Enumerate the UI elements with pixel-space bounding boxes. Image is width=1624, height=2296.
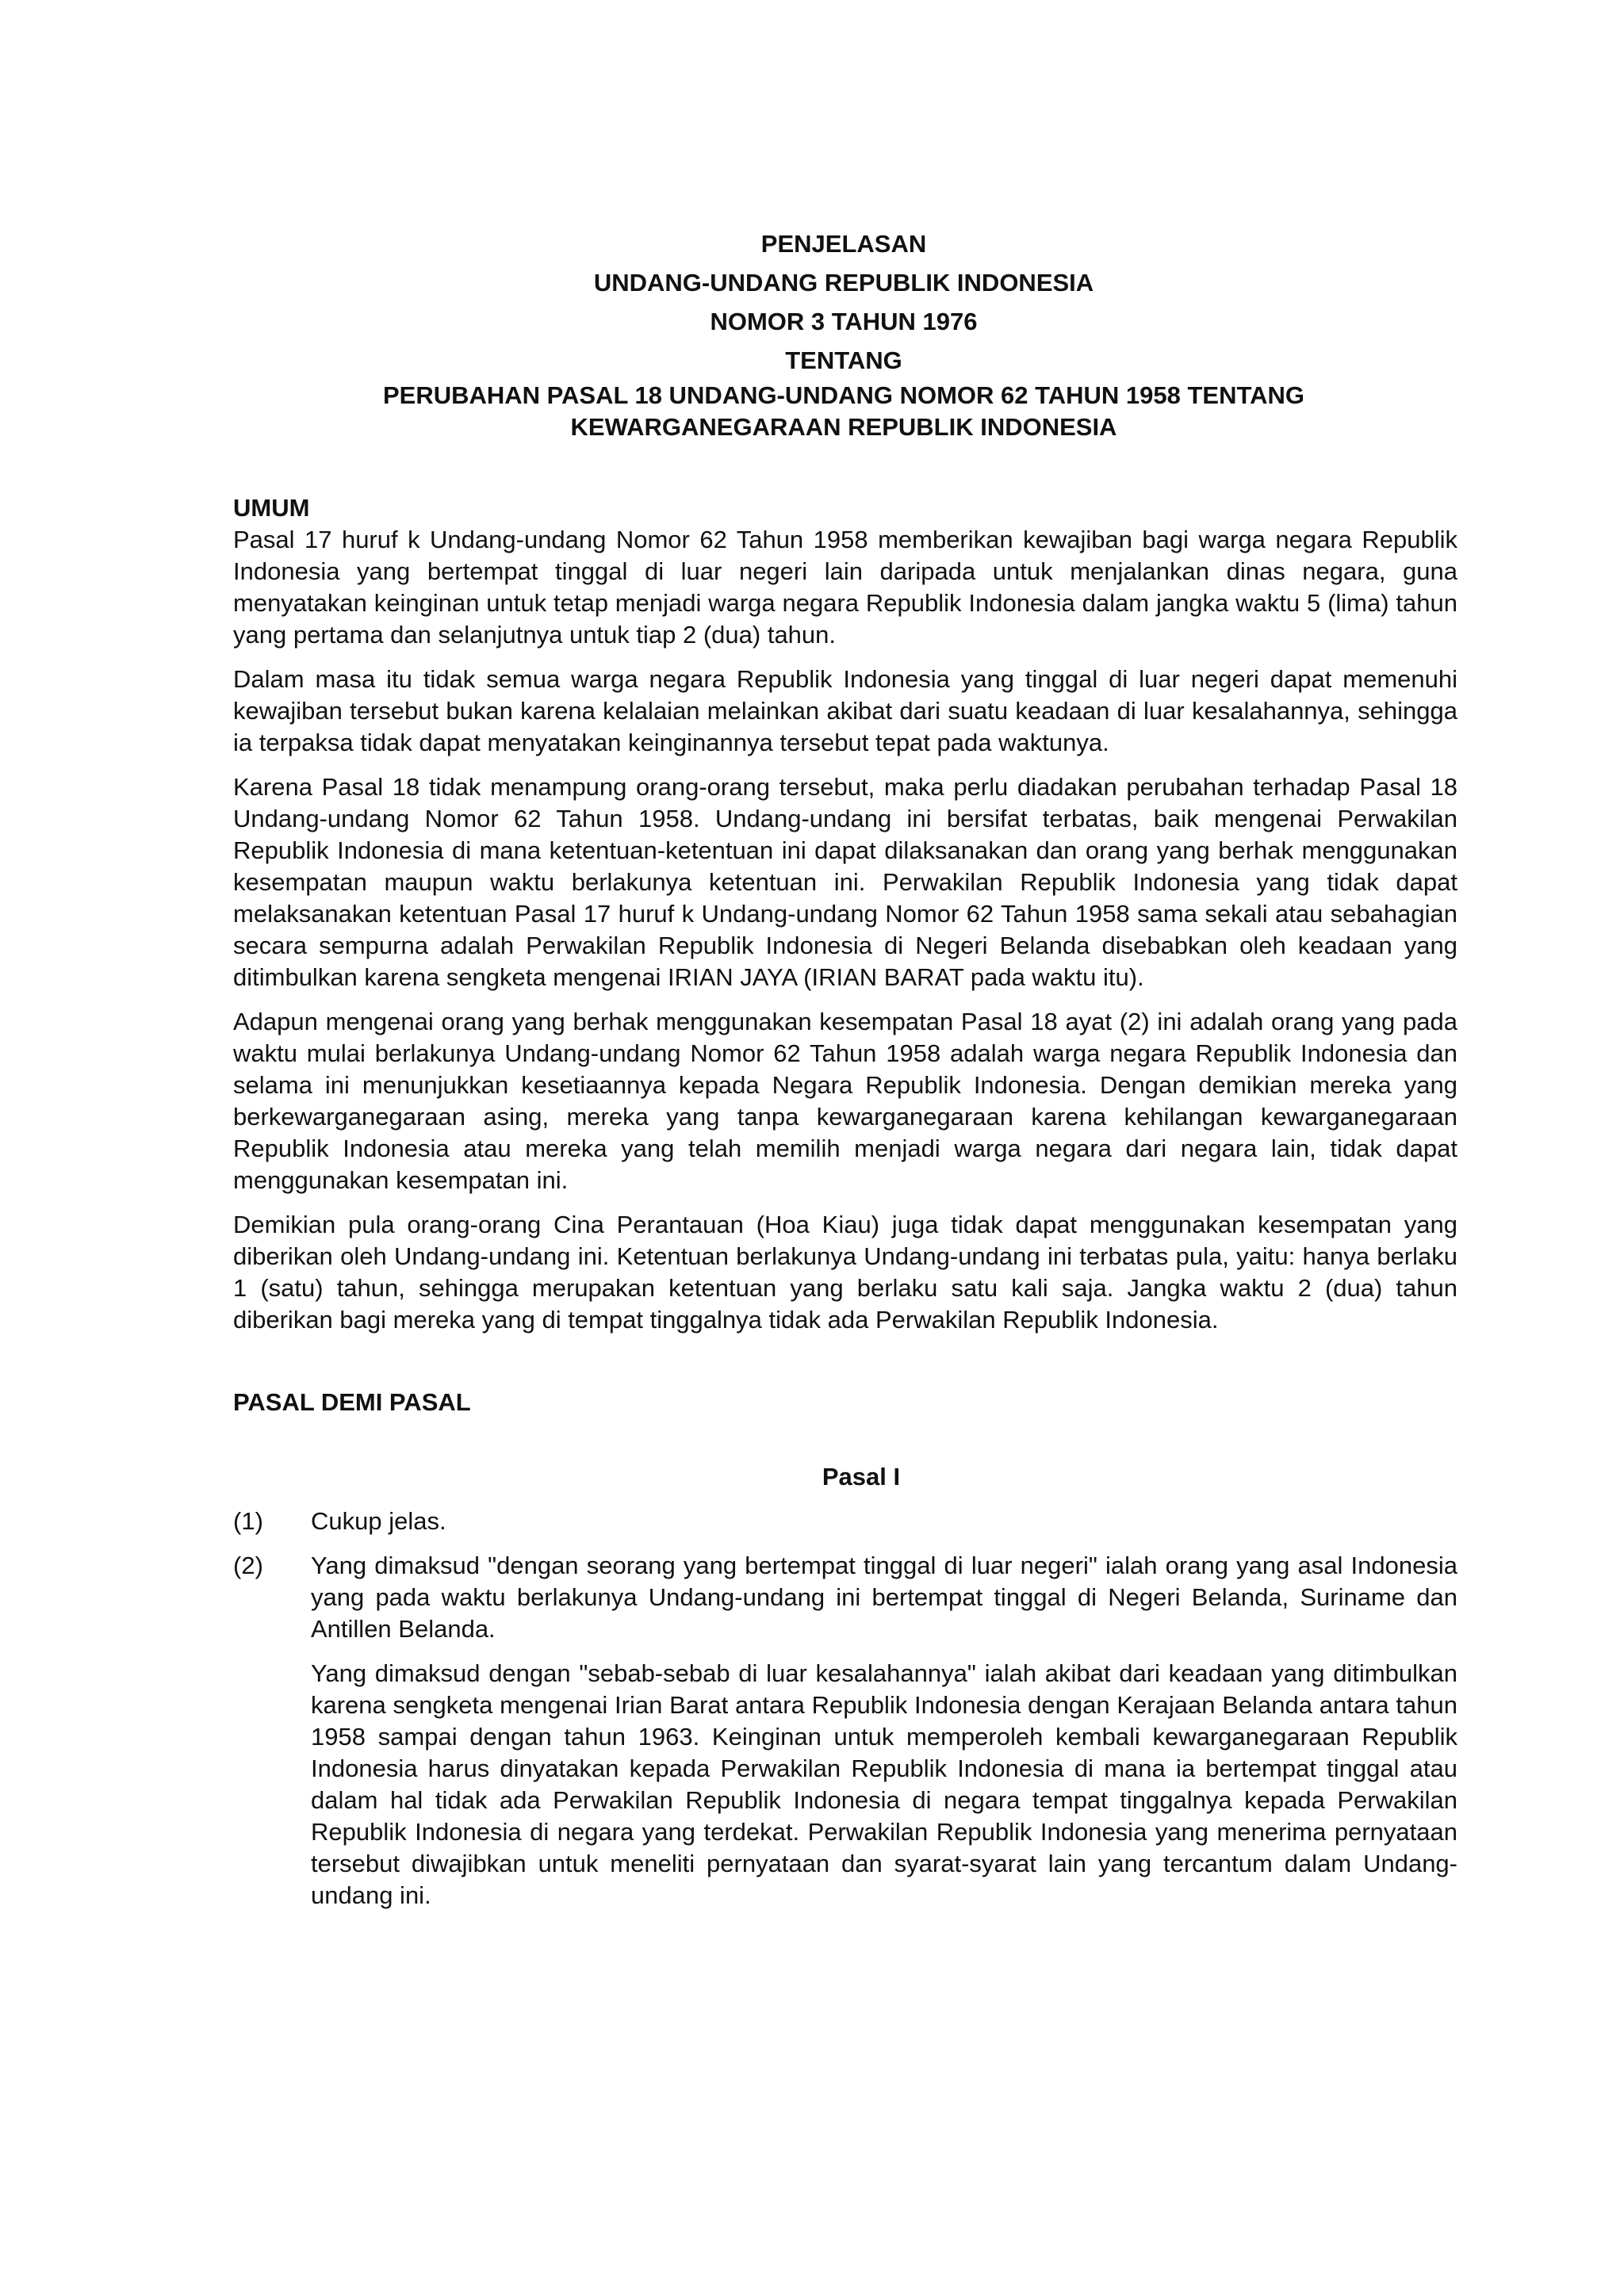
- item-text: Yang dimaksud "dengan seorang yang bertempat tinggal di luar negeri" ialah orang yang asal Indonesia yang pada waktu berlakunya Undang-undang ini bertempat tinggal di Negeri Belanda, Suriname dan Antillen Belanda.: [311, 1552, 1457, 1643]
- title-line-perubahan: PERUBAHAN PASAL 18 UNDANG-UNDANG NOMOR 62 TAHUN 1958 TENTANG: [382, 381, 1305, 409]
- title-line-kewarganegaraan: KEWARGANEGARAAN REPUBLIK INDONESIA: [570, 413, 1117, 441]
- umum-paragraph-5: Demikian pula orang-orang Cina Perantauan (Hoa Kiau) juga tidak dapat menggunakan kesempatan yang diberikan oleh Undang-undang ini. Ketentuan berlakunya Undang-undang ini terbatas pula, yaitu: hanya berlaku 1 (satu) tahun, sehingga merupakan ketentuan yang berlaku satu kali saja. Jangka waktu 2 (dua) tahun diberikan bagi mereka yang di tempat tinggalnya tidak ada Perwakilan Republik Indonesia.: [233, 1211, 1457, 1334]
- item-subtext: Yang dimaksud dengan "sebab-sebab di luar kesalahannya" ialah akibat dari keadaan yang ditimbulkan karena sengketa mengenai Irian Barat antara Republik Indonesia dengan Kerajaan Belanda antara tahun 1958 sampai dengan tahun 1963. Keinginan untuk memperoleh kembali kewarganegaraan Republik Indonesia harus dinyatakan kepada Perwakilan Republik Indonesia di mana ia bertempat tinggal atau dalam hal tidak ada Perwakilan Republik Indonesia di negara tempat tinggalnya kepada Perwakilan Republik Indonesia di negara yang terdekat. Perwakilan Republik Indonesia yang menerima pernyataan tersebut diwajibkan untuk meneliti pernyataan dan syarat-syarat lain yang tercantum dalam Undang-undang ini.: [311, 1659, 1457, 1909]
- pasal-title: Pasal I: [822, 1463, 901, 1490]
- document-title-block: [232, 224, 1456, 443]
- list-item: [233, 1550, 1457, 1645]
- list-item: [233, 1506, 1457, 1537]
- umum-paragraph-3: Karena Pasal 18 tidak menampung orang-orang tersebut, maka perlu diadakan perubahan terhadap Pasal 18 Undang-undang Nomor 62 Tahun 1958. Undang-undang ini bersifat terbatas, baik mengenai Perwakilan Republik Indonesia di mana ketentuan-ketentuan ini dapat dilaksanakan dan orang yang berhak menggunakan kesempatan maupun waktu berlakunya ketentuan ini. Perwakilan Republik Indonesia yang tidak dapat melaksanakan ketentuan Pasal 17 huruf k Undang-undang Nomor 62 Tahun 1958 sama sekali atau sebahagian secara sempurna adalah Perwakilan Republik Indonesia di Negeri Belanda disebabkan oleh keadaan yang ditimbulkan karena sengketa mengenai IRIAN JAYA (IRIAN BARAT pada waktu itu).: [233, 773, 1457, 991]
- umum-paragraph-2: Dalam masa itu tidak semua warga negara Republik Indonesia yang tinggal di luar negeri dapat memenuhi kewajiban tersebut bukan karena kelalaian melainkan akibat dari suatu keadaan di luar kesalahannya, sehingga ia terpaksa tidak dapat menyatakan keinginannya tersebut tepat pada waktunya.: [233, 665, 1457, 756]
- item-text: Cukup jelas.: [311, 1507, 446, 1535]
- umum-paragraph-1: Pasal 17 huruf k Undang-undang Nomor 62 Tahun 1958 memberikan kewajiban bagi warga negara Republik Indonesia yang bertempat tinggal di luar negeri lain daripada untuk menjalankan dinas negara, guna menyatakan keinginan untuk tetap menjadi warga negara Republik Indonesia dalam jangka waktu 5 (lima) tahun yang pertama dan selanjutnya untuk tiap 2 (dua) tahun.: [233, 526, 1457, 649]
- title-line-tentang: TENTANG: [785, 346, 902, 374]
- item-number: (1): [233, 1507, 263, 1535]
- section-heading-umum: UMUM: [233, 494, 310, 522]
- title-line-nomor: NOMOR 3 TAHUN 1976: [710, 308, 978, 335]
- section-heading-pasal-demi-pasal: PASAL DEMI PASAL: [233, 1388, 471, 1416]
- item-number: (2): [233, 1552, 263, 1579]
- title-line-undang-undang: UNDANG-UNDANG REPUBLIK INDONESIA: [593, 269, 1094, 297]
- document-body: [233, 492, 1457, 1911]
- umum-paragraph-4: Adapun mengenai orang yang berhak menggunakan kesempatan Pasal 18 ayat (2) ini adalah orang yang pada waktu mulai berlakunya Undang-undang Nomor 62 Tahun 1958 adalah warga negara Republik Indonesia dan selama ini menunjukkan kesetiaannya kepada Negara Republik Indonesia. Dengan demikian mereka yang berkewarganegaraan asing, mereka yang tanpa kewarganegaraan karena kehilangan kewarganegaraan Republik Indonesia atau mereka yang telah memilih menjadi warga negara dari negara lain, tidak dapat menggunakan kesempatan ini.: [233, 1008, 1457, 1194]
- title-line-penjelasan: PENJELASAN: [760, 230, 927, 258]
